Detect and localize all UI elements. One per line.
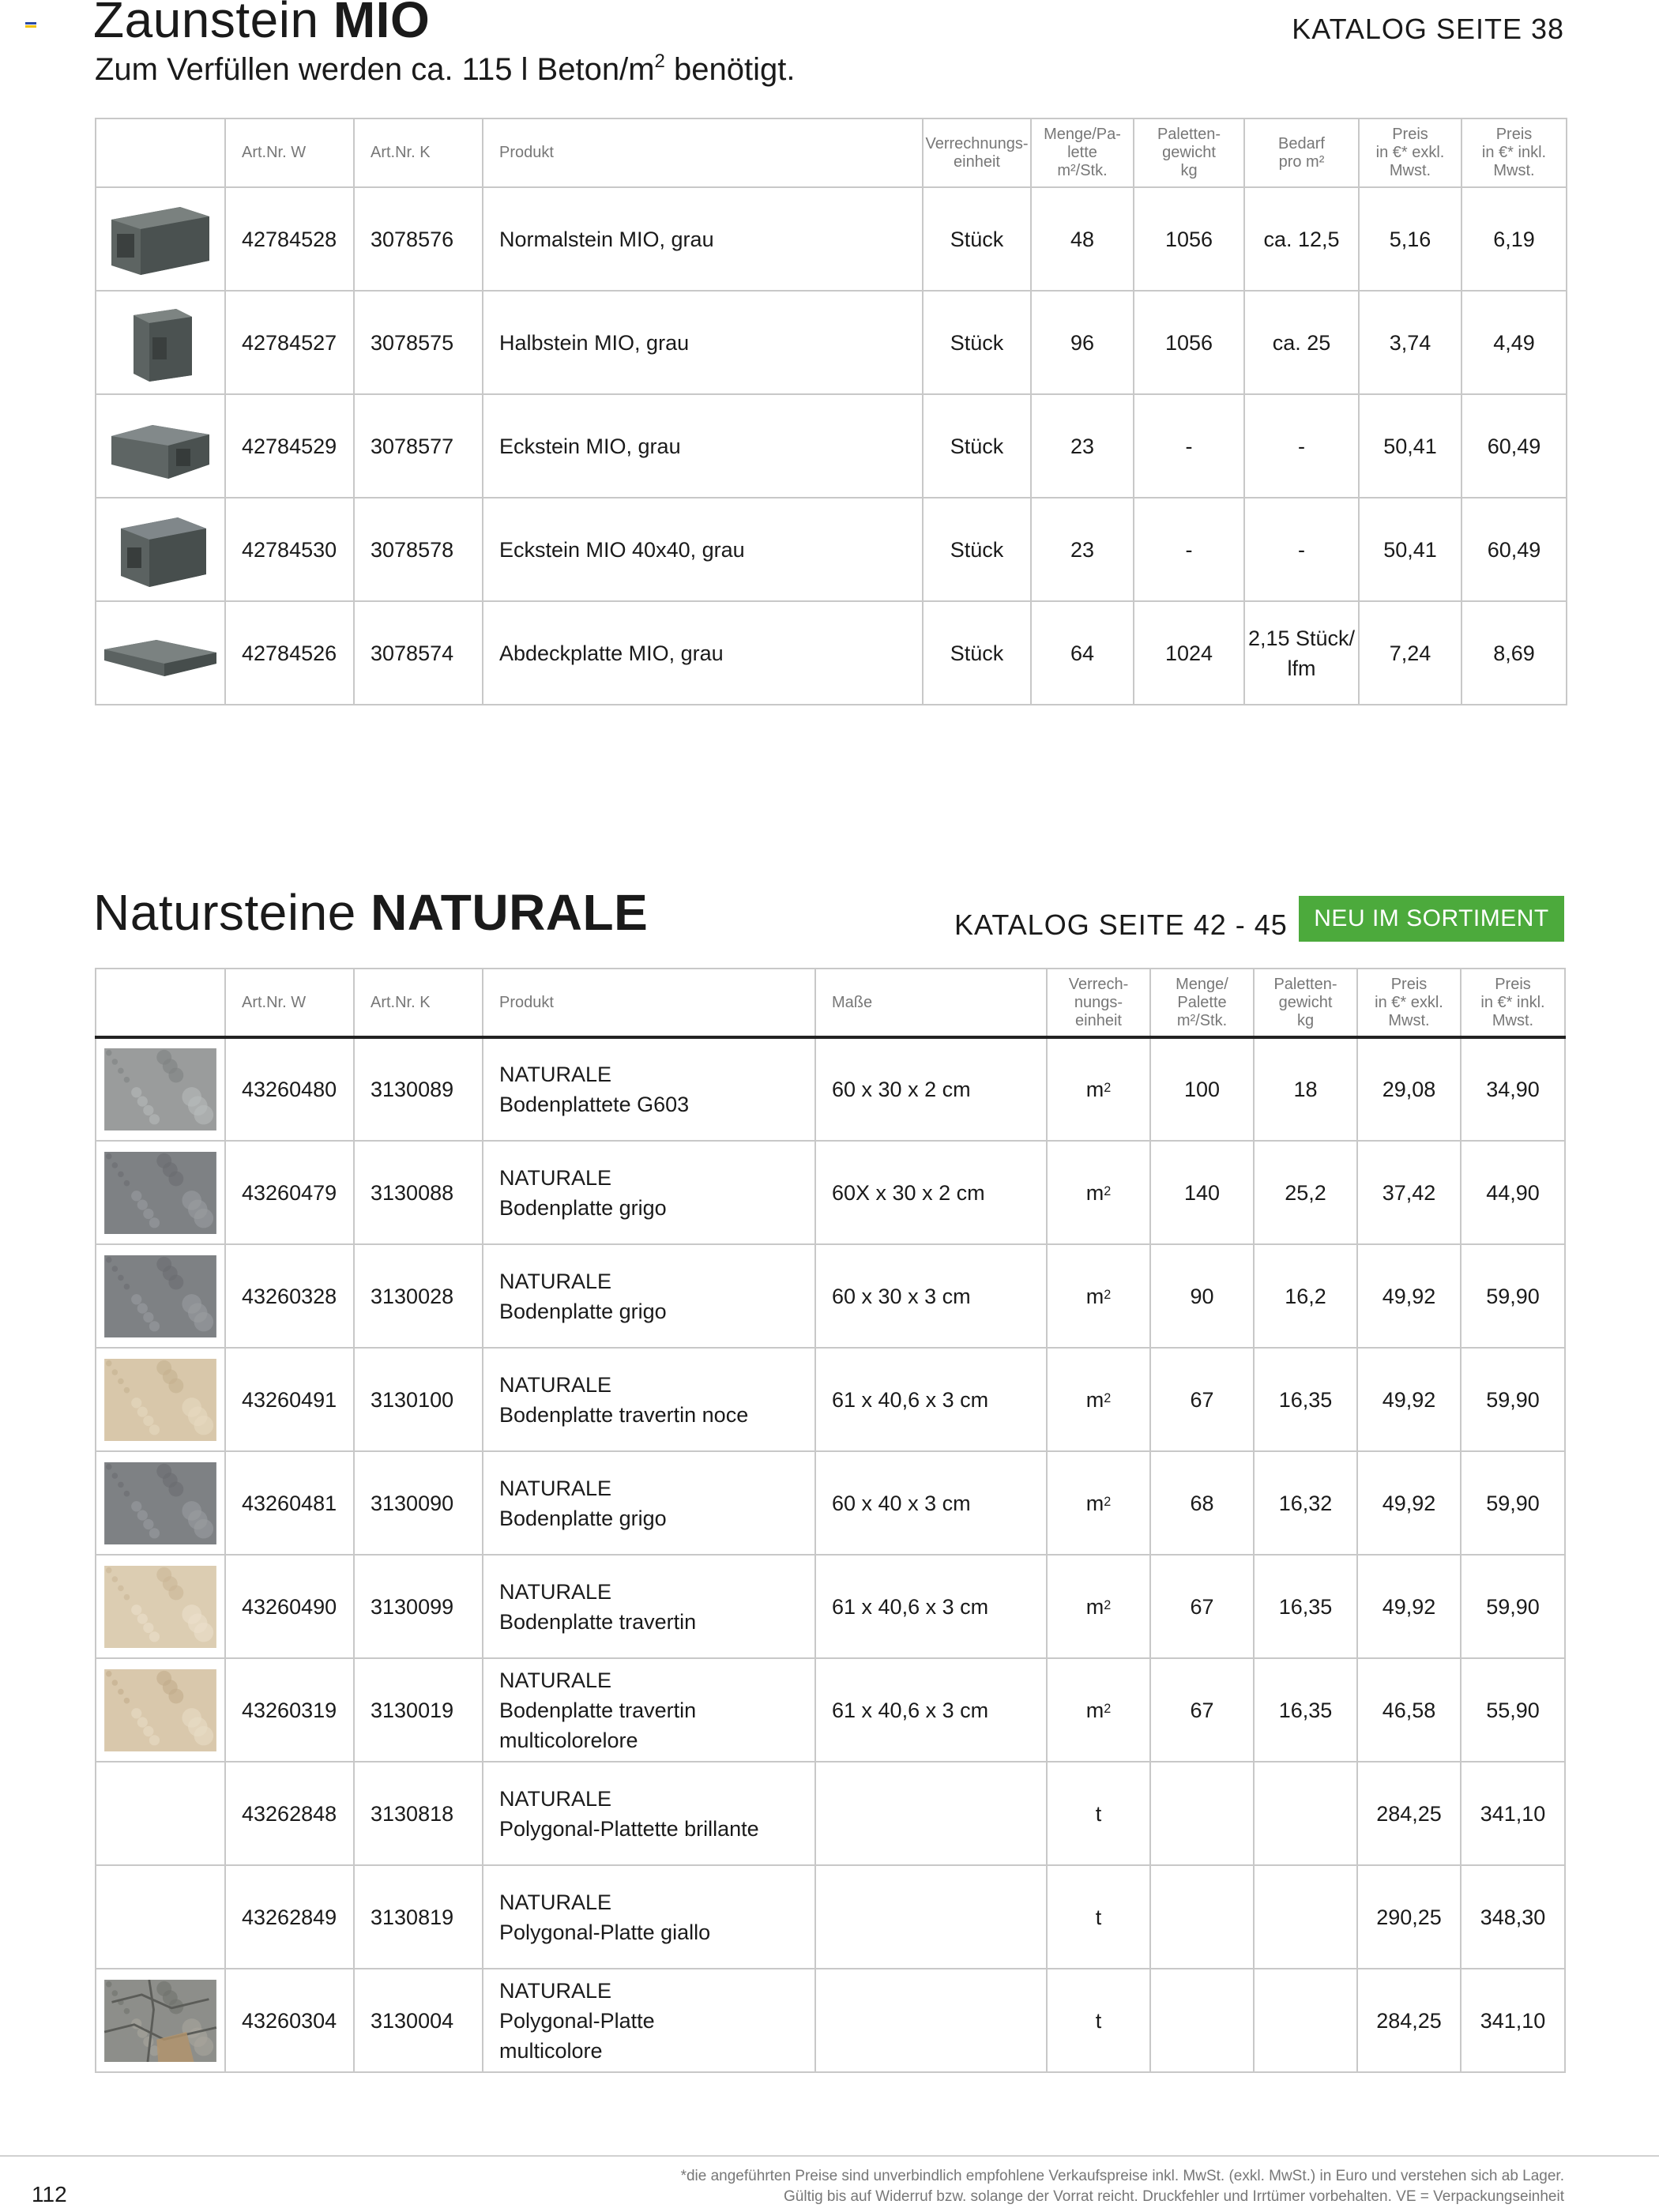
table-row — [96, 1451, 1565, 1555]
art-nr-w: 43260328 — [225, 1244, 354, 1348]
header-verrechnung: Verrechnungs- einheit — [923, 118, 1031, 187]
menge: 67 — [1150, 1555, 1254, 1658]
table-row — [96, 1348, 1565, 1451]
table-row — [96, 1969, 1565, 2072]
einheit: $m^2$ — [1047, 1141, 1150, 1244]
art-nr-w: 43260490 — [225, 1555, 354, 1658]
produkt: NATURALE Polygonal-Platte multicolore — [483, 1969, 815, 2072]
product-image-cell — [96, 1451, 225, 1555]
art-nr-w: 43260319 — [225, 1658, 354, 1762]
menge: 67 — [1150, 1658, 1254, 1762]
masse: 61 x 40,6 x 3 cm — [815, 1348, 1047, 1451]
header-preis-exkl: Preis in €* exkl. Mwst. — [1357, 969, 1461, 1037]
table-row — [96, 1762, 1565, 1865]
travertin-multi-image — [103, 1669, 217, 1751]
preis-inkl: 348,30 — [1461, 1865, 1565, 1969]
masse — [815, 1969, 1047, 2072]
art-nr-w: 43260479 — [225, 1141, 354, 1244]
preis-exkl: 49,92 — [1357, 1451, 1461, 1555]
menge: 96 — [1031, 291, 1134, 394]
menge — [1150, 1762, 1254, 1865]
art-nr-k: 3130089 — [354, 1037, 483, 1141]
table-row — [96, 1555, 1565, 1658]
header-image — [96, 118, 225, 187]
masse: 60X x 30 x 2 cm — [815, 1141, 1047, 1244]
section2-title: Natursteine NATURALE — [93, 884, 649, 941]
masse — [815, 1865, 1047, 1969]
art-nr-k: 3130019 — [354, 1658, 483, 1762]
header-menge: Menge/ Palette m²/Stk. — [1150, 969, 1254, 1037]
preis-exkl: 37,42 — [1357, 1141, 1461, 1244]
produkt: Normalstein MIO, grau — [483, 187, 923, 291]
produkt: NATURALE Bodenplatte grigo — [483, 1244, 815, 1348]
art-nr-k: 3130819 — [354, 1865, 483, 1969]
art-nr-w: 43260491 — [225, 1348, 354, 1451]
produkt: NATURALE Bodenplatte travertin multicolorelore — [483, 1658, 815, 1762]
table-row — [96, 1244, 1565, 1348]
header-preis-inkl: Preis in €* inkl. Mwst. — [1461, 969, 1565, 1037]
produkt: NATURALE Bodenplatte travertin — [483, 1555, 815, 1658]
header-art-w: Art.Nr. W — [225, 118, 354, 187]
granite-tile-image — [103, 1048, 217, 1130]
preis-inkl: 55,90 — [1461, 1658, 1565, 1762]
art-nr-k: 3130100 — [354, 1348, 483, 1451]
produkt: NATURALE Polygonal-Plattette brillante — [483, 1762, 815, 1865]
art-nr-w: 43262849 — [225, 1865, 354, 1969]
menge: 48 — [1031, 187, 1134, 291]
naturale-table — [95, 968, 1566, 2073]
einheit: t — [1047, 1762, 1150, 1865]
table-row — [96, 291, 1567, 394]
header-preis-inkl: Preis in €* inkl. Mwst. — [1462, 118, 1567, 187]
page-number: 112 — [32, 2182, 67, 2206]
preis-exkl: 29,08 — [1357, 1037, 1461, 1141]
section2-katalog-ref: KATALOG SEITE 42 - 45 — [954, 908, 1288, 941]
table-row — [96, 1037, 1565, 1141]
gewicht: 16,2 — [1254, 1244, 1357, 1348]
header-art-k: Art.Nr. K — [354, 969, 483, 1037]
section1-katalog-ref: KATALOG SEITE 38 — [1292, 13, 1564, 45]
bedarf: 2,15 Stück/ lfm — [1244, 601, 1359, 705]
art-nr-w: 43260304 — [225, 1969, 354, 2072]
product-image-cell — [96, 1555, 225, 1658]
art-nr-k: 3078575 — [354, 291, 483, 394]
produkt: Eckstein MIO, grau — [483, 394, 923, 498]
menge — [1150, 1969, 1254, 2072]
gewicht: 25,2 — [1254, 1141, 1357, 1244]
masse: 60 x 30 x 3 cm — [815, 1244, 1047, 1348]
einheit: $m^2$ — [1047, 1037, 1150, 1141]
art-nr-k: 3130090 — [354, 1451, 483, 1555]
product-image-cell — [96, 1658, 225, 1762]
header-preis-exkl: Preis in €* exkl. Mwst. — [1359, 118, 1462, 187]
produkt: Abdeckplatte MIO, grau — [483, 601, 923, 705]
gewicht: 18 — [1254, 1037, 1357, 1141]
table-row — [96, 1141, 1565, 1244]
masse: 61 x 40,6 x 3 cm — [815, 1658, 1047, 1762]
section1-title: Zaunstein MIO — [93, 0, 431, 48]
product-image-cell — [96, 1244, 225, 1348]
art-nr-w: 42784526 — [225, 601, 354, 705]
art-nr-w: 42784530 — [225, 498, 354, 601]
preis-inkl: 44,90 — [1461, 1141, 1565, 1244]
art-nr-w: 43262848 — [225, 1762, 354, 1865]
product-image-cell — [96, 1141, 225, 1244]
product-image-cell — [96, 1037, 225, 1141]
preis-inkl: 341,10 — [1461, 1762, 1565, 1865]
produkt: Halbstein MIO, grau — [483, 291, 923, 394]
einheit: Stück — [923, 394, 1031, 498]
section1-subtitle: Zum Verfüllen werden ca. 115 l Beton/$m^2$ benötigt. — [95, 51, 796, 87]
preis-inkl: 341,10 — [1461, 1969, 1565, 2072]
halbstein-image — [105, 299, 216, 386]
gewicht: 16,35 — [1254, 1658, 1357, 1762]
eckstein-40-image — [105, 506, 216, 593]
produkt: NATURALE Bodenplattete G603 — [483, 1037, 815, 1141]
preis-exkl: 284,25 — [1357, 1969, 1461, 2072]
gewicht: 16,32 — [1254, 1451, 1357, 1555]
zaunstein-table — [95, 118, 1567, 705]
art-nr-k: 3078576 — [354, 187, 483, 291]
produkt: NATURALE Bodenplatte grigo — [483, 1141, 815, 1244]
preis-inkl: 8,69 — [1462, 601, 1567, 705]
footer-note-line1: *die angeführten Preise sind unverbindlich empfohlene Verkaufspreise inkl. MwSt. (exkl. MwSt.) in Euro und verstehen sich ab Lager. — [680, 2168, 1564, 2184]
preis-exkl: 7,24 — [1359, 601, 1462, 705]
header-masse: Maße — [815, 969, 1047, 1037]
produkt: NATURALE Polygonal-Platte giallo — [483, 1865, 815, 1969]
einheit: t — [1047, 1865, 1150, 1969]
preis-exkl: 284,25 — [1357, 1762, 1461, 1865]
gewicht: 1056 — [1134, 187, 1244, 291]
art-nr-w: 42784527 — [225, 291, 354, 394]
preis-exkl: 46,58 — [1357, 1658, 1461, 1762]
menge: 64 — [1031, 601, 1134, 705]
masse: 60 x 30 x 2 cm — [815, 1037, 1047, 1141]
product-image-cell — [96, 394, 225, 498]
bedarf: - — [1244, 498, 1359, 601]
table-row — [96, 601, 1567, 705]
neu-badge: NEU IM SORTIMENT — [1299, 896, 1564, 942]
preis-exkl: 49,92 — [1357, 1348, 1461, 1451]
masse: 61 x 40,6 x 3 cm — [815, 1555, 1047, 1658]
product-image-cell — [96, 1865, 225, 1969]
preis-inkl: 34,90 — [1461, 1037, 1565, 1141]
produkt: NATURALE Bodenplatte travertin noce — [483, 1348, 815, 1451]
art-nr-k: 3078578 — [354, 498, 483, 601]
art-nr-w: 42784529 — [225, 394, 354, 498]
eckstein-image — [105, 403, 216, 490]
travertin-noce-image — [103, 1359, 217, 1441]
header-gewicht: Paletten- gewicht kg — [1134, 118, 1244, 187]
header-art-w: Art.Nr. W — [225, 969, 354, 1037]
preis-exkl: 49,92 — [1357, 1244, 1461, 1348]
gewicht: - — [1134, 498, 1244, 601]
footer-note-line2: Gültig bis auf Widerruf bzw. solange der Vorrat reicht. Druckfehler und Irrtümer vorbehalten. VE = Verpackungseinheit — [784, 2188, 1564, 2205]
table-header-row — [96, 118, 1567, 187]
preis-exkl: 49,92 — [1357, 1555, 1461, 1658]
art-nr-k: 3130088 — [354, 1141, 483, 1244]
header-gewicht: Paletten- gewicht kg — [1254, 969, 1357, 1037]
einheit: $m^2$ — [1047, 1451, 1150, 1555]
einheit: $m^2$ — [1047, 1348, 1150, 1451]
gewicht — [1254, 1762, 1357, 1865]
table-row — [96, 394, 1567, 498]
menge: 23 — [1031, 394, 1134, 498]
table-row — [96, 498, 1567, 601]
gewicht: 16,35 — [1254, 1555, 1357, 1658]
einheit: Stück — [923, 187, 1031, 291]
table-row — [96, 187, 1567, 291]
product-image-cell — [96, 601, 225, 705]
einheit: Stück — [923, 498, 1031, 601]
produkt: NATURALE Bodenplatte grigo — [483, 1451, 815, 1555]
einheit: Stück — [923, 291, 1031, 394]
product-image-cell — [96, 1969, 225, 2072]
art-nr-k: 3130028 — [354, 1244, 483, 1348]
art-nr-w: 43260481 — [225, 1451, 354, 1555]
art-nr-k: 3130818 — [354, 1762, 483, 1865]
art-nr-w: 42784528 — [225, 187, 354, 291]
masse: 60 x 40 x 3 cm — [815, 1451, 1047, 1555]
menge: 100 — [1150, 1037, 1254, 1141]
preis-inkl: 60,49 — [1462, 498, 1567, 601]
art-nr-k: 3078574 — [354, 601, 483, 705]
gewicht: 16,35 — [1254, 1348, 1357, 1451]
einheit: $m^2$ — [1047, 1658, 1150, 1762]
bedarf: - — [1244, 394, 1359, 498]
einheit: $m^2$ — [1047, 1555, 1150, 1658]
menge — [1150, 1865, 1254, 1969]
menge: 67 — [1150, 1348, 1254, 1451]
header-bedarf: Bedarf pro m² — [1244, 118, 1359, 187]
menge: 23 — [1031, 498, 1134, 601]
gewicht: 1024 — [1134, 601, 1244, 705]
preis-inkl: 59,90 — [1461, 1555, 1565, 1658]
preis-inkl: 60,49 — [1462, 394, 1567, 498]
einheit: t — [1047, 1969, 1150, 2072]
menge: 68 — [1150, 1451, 1254, 1555]
preis-inkl: 59,90 — [1461, 1348, 1565, 1451]
grigo-tile-image — [103, 1462, 217, 1544]
header-verrechnung: Verrech- nungs- einheit — [1047, 969, 1150, 1037]
preis-exkl: 50,41 — [1359, 498, 1462, 601]
product-image-cell — [96, 187, 225, 291]
art-nr-k: 3130004 — [354, 1969, 483, 2072]
grigo-tile-image — [103, 1152, 217, 1234]
bedarf: ca. 25 — [1244, 291, 1359, 394]
masse — [815, 1762, 1047, 1865]
header-menge: Menge/Pa- lette m²/Stk. — [1031, 118, 1134, 187]
preis-inkl: 6,19 — [1462, 187, 1567, 291]
preis-inkl: 59,90 — [1461, 1244, 1565, 1348]
header-produkt: Produkt — [483, 118, 923, 187]
menge: 90 — [1150, 1244, 1254, 1348]
gewicht — [1254, 1865, 1357, 1969]
gewicht: - — [1134, 394, 1244, 498]
normalstein-image — [105, 196, 216, 283]
einheit: $m^2$ — [1047, 1244, 1150, 1348]
preis-exkl: 290,25 — [1357, 1865, 1461, 1969]
product-image-cell — [96, 291, 225, 394]
menge: 140 — [1150, 1141, 1254, 1244]
preis-exkl: 5,16 — [1359, 187, 1462, 291]
product-image-cell — [96, 1348, 225, 1451]
produkt: Eckstein MIO 40x40, grau — [483, 498, 923, 601]
art-nr-w: 43260480 — [225, 1037, 354, 1141]
product-image-cell — [96, 1762, 225, 1865]
preis-inkl: 4,49 — [1462, 291, 1567, 394]
table-row — [96, 1658, 1565, 1762]
polygonal-stone-image — [103, 1980, 217, 2062]
art-nr-k: 3130099 — [354, 1555, 483, 1658]
flag-icon — [25, 22, 36, 30]
art-nr-k: 3078577 — [354, 394, 483, 498]
header-art-k: Art.Nr. K — [354, 118, 483, 187]
header-produkt: Produkt — [483, 969, 815, 1037]
grigo-tile-image — [103, 1255, 217, 1337]
abdeckplatte-image — [101, 610, 220, 697]
table-header-row — [96, 969, 1565, 1037]
preis-exkl: 50,41 — [1359, 394, 1462, 498]
travertin-image — [103, 1566, 217, 1648]
footer-divider — [0, 2155, 1659, 2157]
preis-exkl: 3,74 — [1359, 291, 1462, 394]
gewicht: 1056 — [1134, 291, 1244, 394]
header-image — [96, 969, 225, 1037]
gewicht — [1254, 1969, 1357, 2072]
bedarf: ca. 12,5 — [1244, 187, 1359, 291]
preis-inkl: 59,90 — [1461, 1451, 1565, 1555]
table-row — [96, 1865, 1565, 1969]
einheit: Stück — [923, 601, 1031, 705]
product-image-cell — [96, 498, 225, 601]
